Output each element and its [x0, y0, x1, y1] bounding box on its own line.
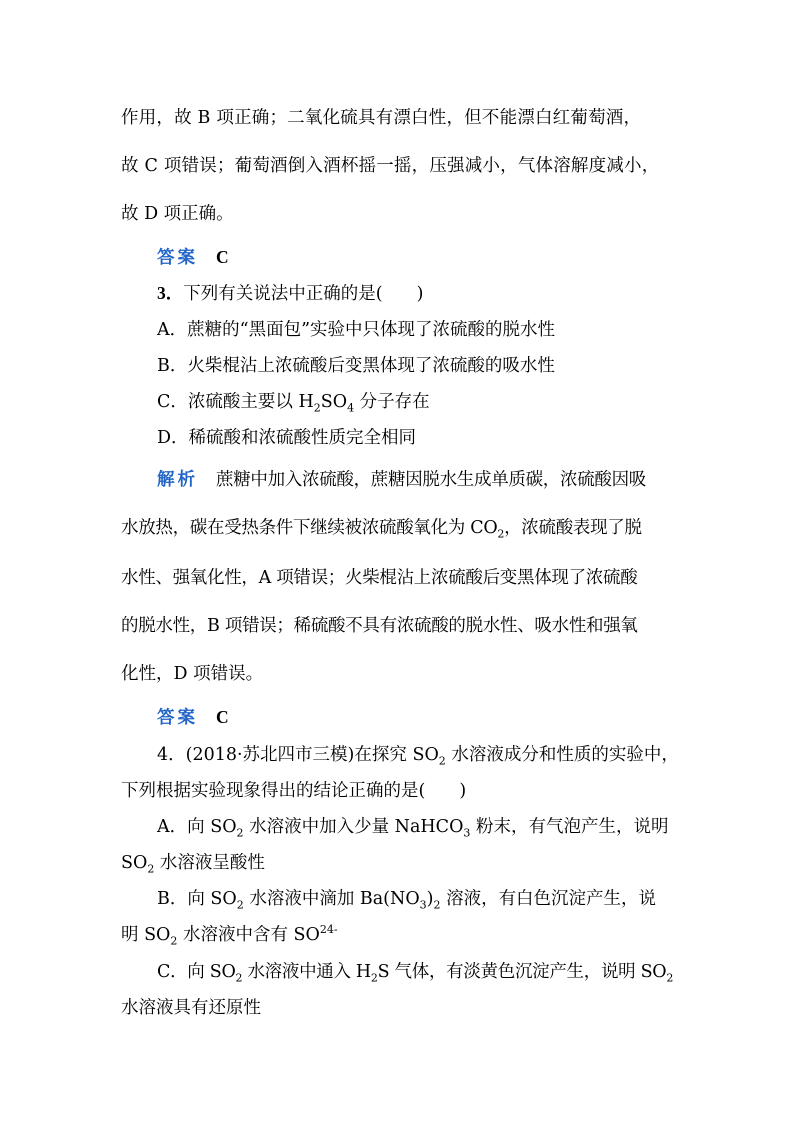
answer-label: 答案 — [157, 708, 198, 728]
answer-line-2 — [157, 704, 676, 729]
analysis-line-1: 解析 蔗糖中加入浓硫酸，蔗糖因脱水生成单质碳，浓硫酸因吸 — [157, 470, 646, 490]
analysis-line-5: 化性，D 项错误。 — [121, 664, 264, 684]
answer-value: C — [216, 247, 229, 267]
question-3-option-a: A．蔗糖的“黑面包”实验中只体现了浓硫酸的脱水性 — [157, 320, 556, 340]
answer-line-1 — [157, 244, 676, 269]
question-4-stem-line-2: 下列根据实验现象得出的结论正确的是( ) — [121, 781, 467, 801]
analysis-label: 解析 — [157, 470, 198, 490]
question-3-stem: 3．下列有关说法中正确的是( ) — [157, 283, 424, 304]
explanation-line-2: 故 C 项错误；葡萄酒倒入酒杯摇一摇，压强减小，气体溶解度减小， — [121, 156, 660, 176]
answer-label: 答案 — [157, 248, 198, 268]
question-4-option-a-line-2: $SO_2$ 水溶液呈酸性 — [121, 853, 265, 876]
question-4-option-c-line-1: C．向 $SO_2$ 水溶液中通入 $H_2S$ 气体，有淡黄色沉淀产生，说明 $SO_2$ — [157, 962, 674, 985]
analysis-line-2: 水放热，碳在受热条件下继续被浓硫酸氧化为 $CO_2$，浓硫酸表现了脱 — [121, 518, 642, 541]
answer-value: C — [216, 707, 229, 727]
question-4-option-c-line-2: 水溶液具有还原性 — [121, 998, 261, 1018]
question-4-option-a-line-1: A．向 $SO_2$ 水溶液中加入少量 NaHCO$_3$ 粉末，有气泡产生，说明 — [157, 817, 669, 840]
analysis-line-4: 的脱水性，B 项错误；稀硫酸不具有浓硫酸的脱水性、吸水性和强氧 — [121, 616, 638, 636]
question-3-option-b: B．火柴棍沾上浓硫酸后变黑体现了浓硫酸的吸水性 — [157, 356, 555, 376]
explanation-line-3: 故 D 项正确。 — [121, 204, 234, 224]
question-4-stem-line-1: 4．(2018·苏北四市三模)在探究 $SO_2$ 水溶液成分和性质的实验中， — [157, 745, 679, 768]
question-3-option-c: C．浓硫酸主要以 $H_2SO_4$ 分子存在 — [157, 392, 430, 415]
analysis-line-3: 水性、强氧化性，A 项错误；火柴棍沾上浓硫酸后变黑体现了浓硫酸 — [121, 568, 638, 588]
question-4-option-b-line-2: 明 $SO_2$ 水溶液中含有 $SO^{24-}$ — [121, 923, 338, 948]
explanation-line-1: 作用，故 B 项正确；二氧化硫具有漂白性，但不能漂白红葡萄酒， — [121, 108, 642, 128]
question-4-option-b-line-1: B．向 $SO_2$ 水溶液中滴加 $Ba(NO_3)_2$ 溶液，有白色沉淀产生，说 — [157, 889, 657, 912]
question-3-option-d: D．稀硫酸和浓硫酸性质完全相同 — [157, 428, 417, 448]
